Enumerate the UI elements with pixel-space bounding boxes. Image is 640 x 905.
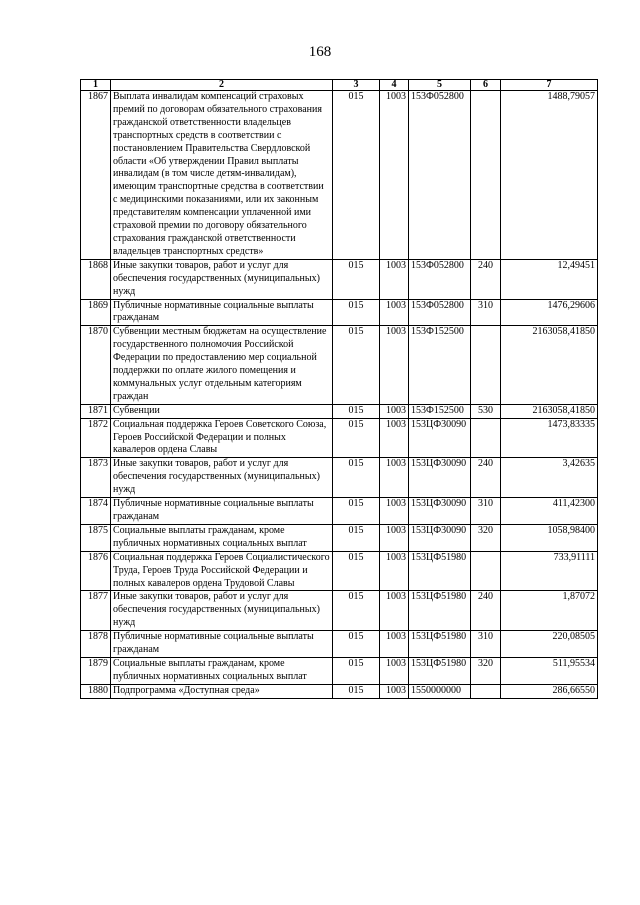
row-amount: 12,49451 <box>501 259 598 299</box>
row-ministry-code: 015 <box>333 458 380 498</box>
row-target-article: 153ЦФ30090 <box>409 458 471 498</box>
row-expense-type <box>471 684 501 698</box>
row-description: Социальная поддержка Героев Социалистического Труда, Героев Труда Российской Федерации и полных кавалеров ордена Трудовой Славы <box>111 551 333 591</box>
row-number: 1879 <box>81 657 111 684</box>
row-target-article: 153ЦФ30090 <box>409 418 471 458</box>
row-section-code: 1003 <box>380 524 409 551</box>
row-number: 1869 <box>81 299 111 326</box>
row-section-code: 1003 <box>380 259 409 299</box>
row-section-code: 1003 <box>380 458 409 498</box>
row-amount: 1476,29606 <box>501 299 598 326</box>
row-number: 1877 <box>81 591 111 631</box>
table-row <box>81 498 598 525</box>
row-number: 1873 <box>81 458 111 498</box>
row-section-code: 1003 <box>380 631 409 658</box>
row-amount: 220,08505 <box>501 631 598 658</box>
row-ministry-code: 015 <box>333 498 380 525</box>
row-ministry-code: 015 <box>333 591 380 631</box>
row-description: Социальные выплаты гражданам, кроме публичных нормативных социальных выплат <box>111 657 333 684</box>
row-ministry-code: 015 <box>333 91 380 260</box>
row-expense-type <box>471 326 501 404</box>
header-col-6: 6 <box>471 80 501 91</box>
row-number: 1870 <box>81 326 111 404</box>
row-description: Подпрограмма «Доступная среда» <box>111 684 333 698</box>
row-target-article: 153Ф052800 <box>409 259 471 299</box>
table-row <box>81 458 598 498</box>
row-target-article: 153ЦФ30090 <box>409 498 471 525</box>
table-row <box>81 326 598 404</box>
row-expense-type: 530 <box>471 404 501 418</box>
row-expense-type <box>471 418 501 458</box>
header-col-7: 7 <box>501 80 598 91</box>
header-col-4: 4 <box>380 80 409 91</box>
budget-table <box>80 79 598 699</box>
row-ministry-code: 015 <box>333 657 380 684</box>
row-amount: 1488,79057 <box>501 91 598 260</box>
row-section-code: 1003 <box>380 684 409 698</box>
row-section-code: 1003 <box>380 551 409 591</box>
row-description: Иные закупки товаров, работ и услуг для обеспечения государственных (муниципальных) нужд <box>111 591 333 631</box>
row-description: Иные закупки товаров, работ и услуг для обеспечения государственных (муниципальных) нужд <box>111 458 333 498</box>
row-description: Выплата инвалидам компенсаций страховых премий по договорам обязательного страхования гражданской ответственности владельцев транспортных средств в соответствии с постановлением Правительства Свердловской области «Об утверждении Правил выплаты инвалидам (в том числе детям-инвалидам), имеющим транспортные средства в соответствии с медицинскими показаниями, или их законным представителям компенсации уплаченной ими страховой премии по договору обязательного страхования гражданской ответственности владельцев транспортных средств» <box>111 91 333 260</box>
row-section-code: 1003 <box>380 91 409 260</box>
row-amount: 411,42300 <box>501 498 598 525</box>
row-ministry-code: 015 <box>333 631 380 658</box>
row-expense-type: 310 <box>471 498 501 525</box>
row-target-article: 153Ф052800 <box>409 299 471 326</box>
row-expense-type <box>471 91 501 260</box>
table-row <box>81 418 598 458</box>
row-section-code: 1003 <box>380 498 409 525</box>
row-ministry-code: 015 <box>333 326 380 404</box>
row-description: Публичные нормативные социальные выплаты гражданам <box>111 498 333 525</box>
table-row <box>81 91 598 260</box>
table-row <box>81 299 598 326</box>
row-amount: 286,66550 <box>501 684 598 698</box>
row-ministry-code: 015 <box>333 404 380 418</box>
table-row <box>81 524 598 551</box>
row-target-article: 153ЦФ30090 <box>409 524 471 551</box>
row-target-article: 153ЦФ51980 <box>409 551 471 591</box>
row-expense-type: 240 <box>471 259 501 299</box>
row-number: 1868 <box>81 259 111 299</box>
row-expense-type: 320 <box>471 657 501 684</box>
row-expense-type <box>471 551 501 591</box>
row-amount: 1058,98400 <box>501 524 598 551</box>
table-row <box>81 631 598 658</box>
row-section-code: 1003 <box>380 418 409 458</box>
row-amount: 2163058,41850 <box>501 326 598 404</box>
row-ministry-code: 015 <box>333 299 380 326</box>
row-ministry-code: 015 <box>333 684 380 698</box>
table-row <box>81 657 598 684</box>
row-section-code: 1003 <box>380 404 409 418</box>
table-row <box>81 591 598 631</box>
header-col-3: 3 <box>333 80 380 91</box>
table-header-row <box>81 80 598 91</box>
row-number: 1874 <box>81 498 111 525</box>
row-description: Социальная поддержка Героев Советского Союза, Героев Российской Федерации и полных кавалеров ордена Славы <box>111 418 333 458</box>
row-ministry-code: 015 <box>333 259 380 299</box>
row-ministry-code: 015 <box>333 524 380 551</box>
row-number: 1867 <box>81 91 111 260</box>
row-target-article: 153Ф152500 <box>409 326 471 404</box>
header-col-2: 2 <box>111 80 333 91</box>
page-number: 168 <box>308 44 332 60</box>
row-description: Социальные выплаты гражданам, кроме публичных нормативных социальных выплат <box>111 524 333 551</box>
header-col-5: 5 <box>409 80 471 91</box>
row-number: 1871 <box>81 404 111 418</box>
row-target-article: 153Ф052800 <box>409 91 471 260</box>
row-section-code: 1003 <box>380 591 409 631</box>
row-number: 1876 <box>81 551 111 591</box>
row-number: 1880 <box>81 684 111 698</box>
row-expense-type: 310 <box>471 299 501 326</box>
row-description: Субвенции местным бюджетам на осуществление государственного полномочия Российской Федерации по предоставлению мер социальной поддержки по оплате жилого помещения и коммунальных услуг отдельным категориям граждан <box>111 326 333 404</box>
row-amount: 3,42635 <box>501 458 598 498</box>
row-expense-type: 310 <box>471 631 501 658</box>
row-expense-type: 240 <box>471 591 501 631</box>
row-number: 1878 <box>81 631 111 658</box>
table-row <box>81 404 598 418</box>
row-number: 1875 <box>81 524 111 551</box>
row-amount: 1473,83335 <box>501 418 598 458</box>
row-description: Публичные нормативные социальные выплаты гражданам <box>111 299 333 326</box>
row-expense-type: 240 <box>471 458 501 498</box>
row-ministry-code: 015 <box>333 418 380 458</box>
row-target-article: 153ЦФ51980 <box>409 591 471 631</box>
row-number: 1872 <box>81 418 111 458</box>
row-description: Субвенции <box>111 404 333 418</box>
row-expense-type: 320 <box>471 524 501 551</box>
row-amount: 1,87072 <box>501 591 598 631</box>
header-col-1: 1 <box>81 80 111 91</box>
row-target-article: 153ЦФ51980 <box>409 657 471 684</box>
row-amount: 733,91111 <box>501 551 598 591</box>
row-target-article: 153ЦФ51980 <box>409 631 471 658</box>
table-row <box>81 551 598 591</box>
table-row <box>81 684 598 698</box>
row-amount: 2163058,41850 <box>501 404 598 418</box>
row-description: Публичные нормативные социальные выплаты гражданам <box>111 631 333 658</box>
row-section-code: 1003 <box>380 299 409 326</box>
row-section-code: 1003 <box>380 657 409 684</box>
table-body <box>81 91 598 699</box>
row-description: Иные закупки товаров, работ и услуг для обеспечения государственных (муниципальных) нужд <box>111 259 333 299</box>
row-target-article: 1550000000 <box>409 684 471 698</box>
row-target-article: 153Ф152500 <box>409 404 471 418</box>
row-amount: 511,95534 <box>501 657 598 684</box>
table-row <box>81 259 598 299</box>
row-ministry-code: 015 <box>333 551 380 591</box>
row-section-code: 1003 <box>380 326 409 404</box>
